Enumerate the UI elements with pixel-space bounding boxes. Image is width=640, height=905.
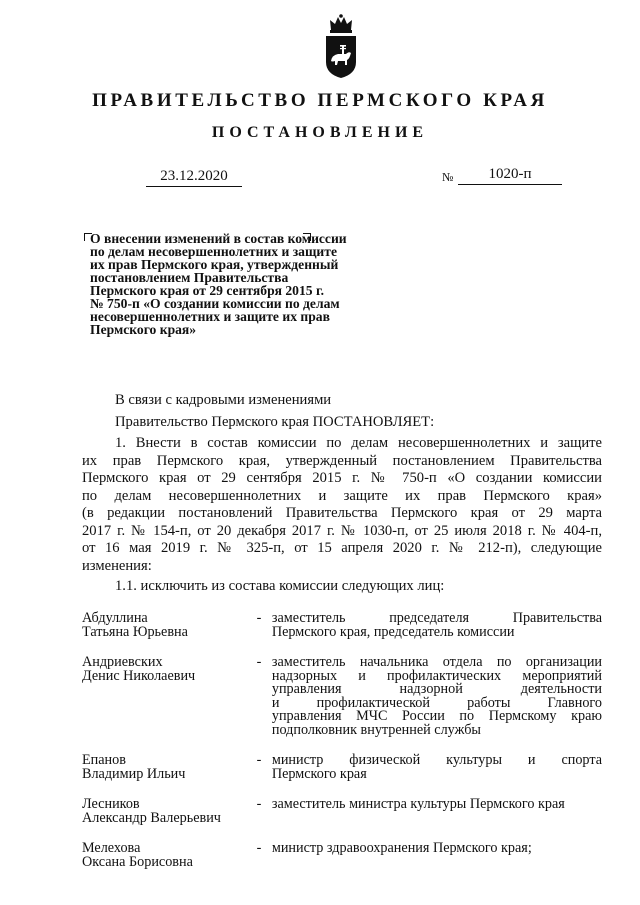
paragraph-reason: В связи с кадровыми изменениями: [115, 392, 332, 408]
subject-line: Пермского края»: [90, 322, 197, 337]
dash-separator: -: [256, 654, 262, 670]
document-subject: [90, 232, 390, 336]
paragraph-resolves: Правительство Пермского края ПОСТАНОВЛЯЕТ:: [115, 413, 435, 430]
member-name: Лесников Александр Валерьевич: [82, 796, 221, 826]
government-title: ПРАВИТЕЛЬСТВО ПЕРМСКОГО КРАЯ: [92, 90, 548, 111]
subject-line: по делам несовершеннолетних и защите: [90, 244, 337, 259]
paragraph-line: 2017 г. № 154-п, от 20 декабря 2017 г. № 1030-п, от 25 июля 2018 г. № 404-п,: [82, 522, 602, 539]
subject-line: О внесении изменений в состав комиссии: [90, 231, 347, 246]
list-item: [82, 612, 602, 639]
document-number: 1020-п: [458, 166, 562, 185]
dash-separator: -: [256, 796, 262, 812]
member-name: Епанов Владимир Ильич: [82, 752, 186, 782]
subject-line: Пермского края от 29 сентября 2015 г.: [90, 283, 325, 298]
list-item: [82, 842, 602, 869]
paragraph-item-1-1: 1.1. исключить из состава комиссии следующих лиц:: [115, 578, 445, 594]
member-name: Мелехова Оксана Борисовна: [82, 840, 193, 870]
subject-line: их прав Пермского края, утвержденный: [90, 257, 339, 272]
list-item: [82, 754, 602, 781]
paragraph-line: по делам несовершеннолетних и защите их прав Пермского края»: [82, 487, 602, 504]
paragraph-line: от 16 мая 2019 г. № 325-п, от 15 апреля 2020 г. № 212-п), следующие: [82, 540, 602, 556]
member-position: заместитель министра культуры Пермского края: [271, 796, 565, 812]
document-body: [82, 392, 602, 596]
paragraph-item-1: [82, 435, 602, 575]
list-item: [82, 656, 602, 737]
member-position: заместитель начальника отдела по организации надзорных и профилактических мероприятий управления надзорной деятельности и профилактической работы Главного управления МЧС России по Пермскому краю подполковник внутренней службы: [271, 654, 602, 738]
document-date: 23.12.2020: [146, 168, 242, 187]
paragraph-line: Пермского края от 29 сентября 2015 г. № 750-п «О создании комиссии: [82, 470, 602, 486]
member-position: министр физической культуры и спорта Пермского края: [271, 752, 602, 782]
excluded-members-list: [82, 612, 602, 886]
member-name: Андриевских Денис Николаевич: [82, 654, 196, 684]
paragraph-line: их прав Пермского края, утвержденный постановлением Правительства: [82, 452, 602, 469]
list-item: [82, 798, 602, 825]
member-position: министр здравоохранения Пермского края;: [271, 840, 532, 856]
dash-separator: -: [256, 610, 262, 626]
paragraph-line: изменения:: [82, 557, 152, 574]
dash-separator: -: [256, 840, 262, 856]
dash-separator: -: [256, 752, 262, 768]
document-type: ПОСТАНОВЛЕНИЕ: [211, 124, 429, 141]
perm-krai-coat-of-arms-icon: [322, 14, 360, 80]
subject-line: постановлением Правительства: [90, 270, 289, 285]
paragraph-line: (в редакции постановлений Правительства Пермского края от 29 марта: [82, 505, 602, 521]
number-sign: №: [442, 170, 454, 184]
subject-line: № 750-п «О создании комиссии по делам: [90, 296, 340, 311]
member-position: заместитель председателя Правительства Пермского края, председатель комиссии: [271, 610, 602, 640]
paragraph-line: 1. Внести в состав комиссии по делам несовершеннолетних и защите: [115, 435, 602, 451]
member-name: Абдуллина Татьяна Юрьевна: [82, 610, 188, 640]
subject-line: несовершеннолетних и защите их прав: [90, 309, 330, 324]
